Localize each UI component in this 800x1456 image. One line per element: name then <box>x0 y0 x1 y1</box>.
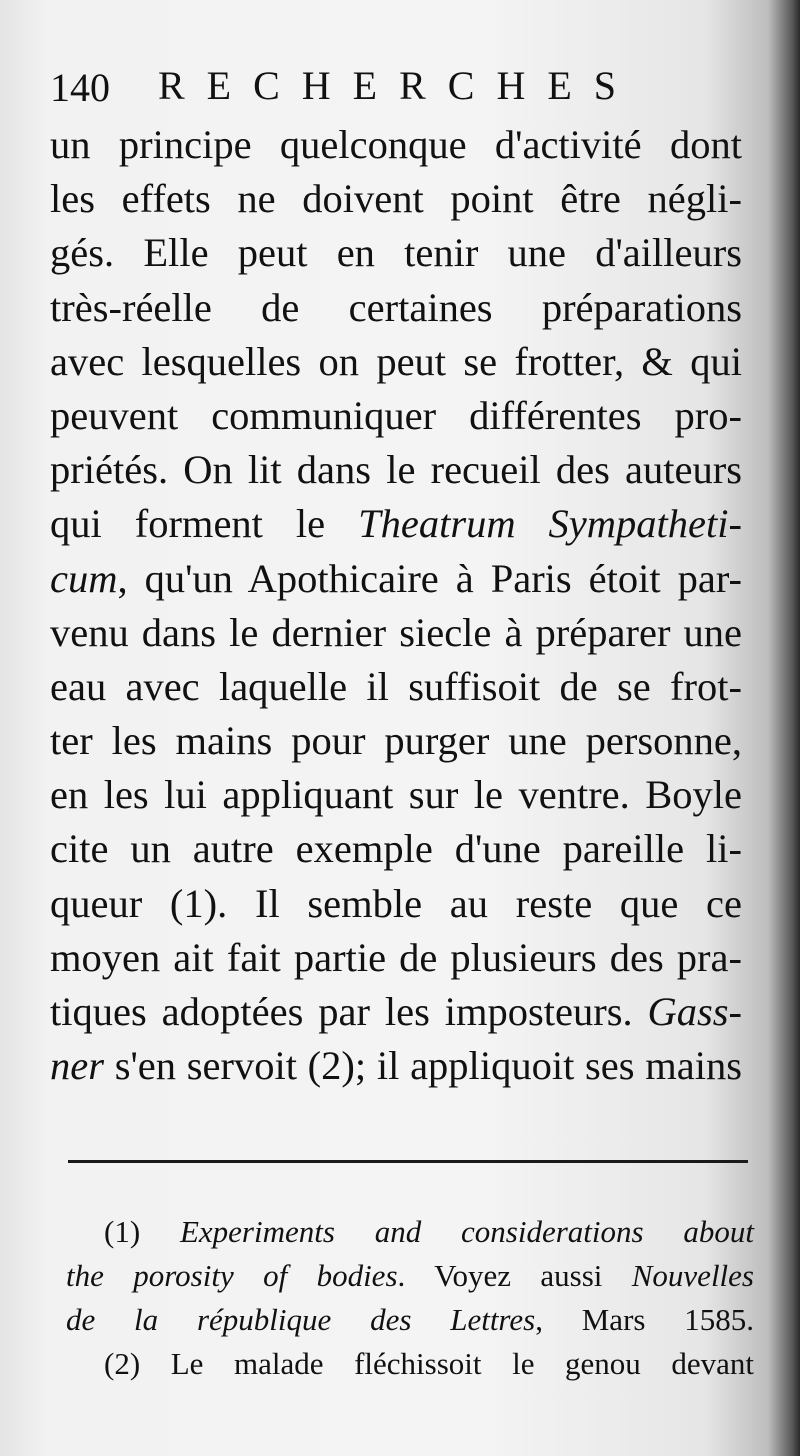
footnote-line: the porosity of bodies. Voyez aussi Nouvelles <box>66 1258 754 1293</box>
footnote-line: de la république des Lettres, Mars 1585. <box>66 1302 755 1337</box>
text-line: avec lesquelles on peut se frotter, & qui <box>50 338 742 384</box>
footnote-rule <box>68 1160 748 1163</box>
page-number: 140 <box>50 65 110 110</box>
text-line: peuvent communiquer différentes pro- <box>50 392 742 438</box>
text-line: ter les mains pour purger une personne, <box>50 718 742 764</box>
text-line: ner s'en servoit (2); il appliquoit ses mains <box>50 1043 742 1089</box>
running-title: RECHERCHES <box>158 63 639 108</box>
text-line: tiques adoptées par les imposteurs. Gass- <box>50 989 742 1034</box>
text-line: cum, qu'un Apothicaire à Paris étoit par- <box>50 555 742 601</box>
text-line: les effets ne doivent point être négli- <box>50 176 742 222</box>
text-line: cite un autre exemple d'une pareille li- <box>50 826 742 872</box>
text-line: très-réelle de certaines préparations <box>50 284 742 330</box>
text-line: en les lui appliquant sur le ventre. Boyle <box>50 772 742 818</box>
text-line: qui forment le Theatrum Sympatheti- <box>50 501 742 547</box>
text-line: venu dans le dernier siecle à préparer une <box>50 609 742 655</box>
text-line: gés. Elle peut en tenir une d'ailleurs <box>50 230 742 276</box>
main-text <box>50 118 742 1093</box>
text-line: queur (1). Il semble au reste que ce <box>50 880 742 926</box>
text-line: priétés. On lit dans le recueil des auteurs <box>50 447 742 493</box>
footnotes <box>66 1210 754 1386</box>
text-line: moyen ait fait partie de plusieurs des pra- <box>50 934 742 980</box>
text-line: un principe quelconque d'activité dont <box>50 122 742 167</box>
text-line: eau avec laquelle il suffisoit de se frot- <box>50 663 742 709</box>
footnote-line: (1) Experiments and considerations about <box>104 1214 754 1249</box>
footnote-line: (2) Le malade fléchissoit le genou devant <box>104 1346 754 1381</box>
